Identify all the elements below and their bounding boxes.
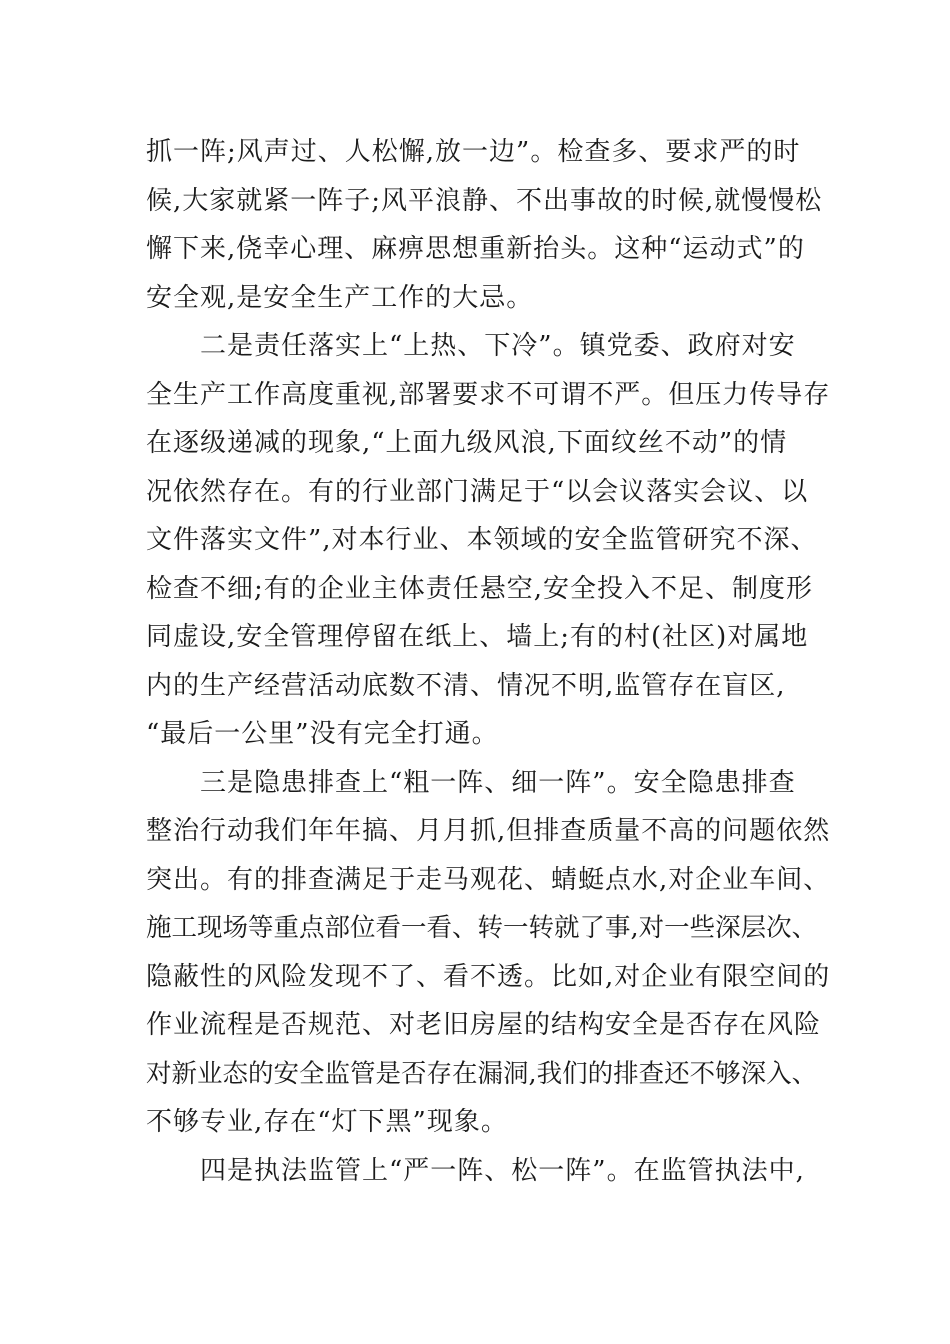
- text-line: 内的生产经营活动底数不清、情况不明,监管存在盲区,: [146, 670, 786, 701]
- paragraph-start-line: 二是责任落实上“上热、下冷”。镇党委、政府对安: [200, 331, 796, 361]
- text-line: 不够专业,存在“灯下黑”现象。: [146, 1107, 508, 1137]
- text-line: 隐蔽性的风险发现不了、看不透。比如,对企业有限空间的: [146, 961, 831, 992]
- text-line: 施工现场等重点部位看一看、转一转就了事,对一些深层次、: [146, 913, 818, 943]
- text-line: 在逐级递减的现象,“上面九级风浪,下面纹丝不动”的情: [146, 428, 788, 458]
- text-line: 候,大家就紧一阵子;风平浪静、不出事故的时候,就慢慢松: [146, 185, 823, 216]
- text-line: 懈下来,侥幸心理、麻痹思想重新抬头。这种“运动式”的: [146, 234, 805, 264]
- text-line: 检查不细;有的企业主体责任悬空,安全投入不足、制度形: [146, 573, 814, 604]
- text-line: 安全观,是安全生产工作的大忌。: [146, 282, 534, 313]
- body-text: [146, 128, 831, 1195]
- text-line: “最后一公里”没有完全打通。: [146, 719, 499, 749]
- text-line: 同虚设,安全管理停留在纸上、墙上;有的村(社区)对属地: [146, 622, 809, 652]
- text-line: 整治行动我们年年搞、月月抓,但排查质量不高的问题依然: [146, 816, 831, 846]
- text-line: 全生产工作高度重视,部署要求不可谓不严。但压力传导存: [146, 379, 831, 410]
- text-line: 文件落实文件”,对本行业、本领域的安全监管研究不深、: [146, 525, 818, 555]
- text-line: 对新业态的安全监管是否存在漏洞,我们的排查还不够深入、: [146, 1058, 818, 1089]
- text-line: 抓一阵;风声过、人松懈,放一边”。检查多、要求严的时: [146, 137, 801, 167]
- paragraph-start-line: 三是隐患排查上“粗一阵、细一阵”。安全隐患排查: [200, 767, 796, 798]
- text-line: 突出。有的排查满足于走马观花、蜻蜓点水,对企业车间、: [146, 864, 831, 895]
- paragraph-start-line: 四是执法监管上“严一阵、松一阵”。在监管执法中,: [200, 1155, 805, 1186]
- text-line: 作业流程是否规范、对老旧房屋的结构安全是否存在风险: [146, 1010, 822, 1040]
- text-line: 况依然存在。有的行业部门满足于“以会议落实会议、以: [146, 476, 809, 507]
